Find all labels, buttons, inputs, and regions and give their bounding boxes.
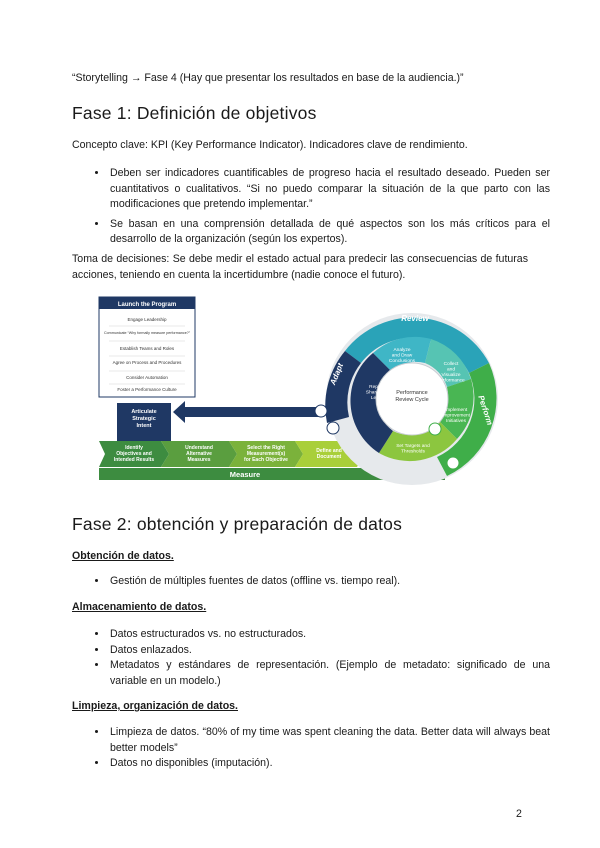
limpieza-bullet-list xyxy=(86,725,550,776)
limpieza-subheading: Limpieza, organización de datos. xyxy=(72,700,238,712)
obtencion-subheading: Obtención de datos. xyxy=(72,550,174,562)
limpieza-bullet: • Datos no disponibles (imputación). xyxy=(108,756,550,772)
return-arrow xyxy=(173,401,319,423)
fase1-bullet: • Se basan en una comprensión detallada de qué aspectos son los más críticos para el desarrollo de la organización (según los expertos). xyxy=(108,217,550,248)
almacenamiento-bullet: • Metadatos y estándares de representación. (Ejemplo de metadato: significado de una variable en un modelo.) xyxy=(108,658,550,689)
almacenamiento-bullet: • Datos enlazados. xyxy=(108,643,550,659)
articulate-label: Articulate Strategic Intent xyxy=(131,409,157,429)
perform-label: Perform xyxy=(476,394,495,427)
obtencion-bullet: • Gestión de múltiples fuentes de datos (offline vs. tiempo real). xyxy=(108,574,550,590)
performance-cycle-diagram xyxy=(95,293,505,485)
obtencion-bullet-list xyxy=(86,574,550,594)
adapt-label: Adapt xyxy=(328,361,346,387)
launch-item: Establish Teams and Roles xyxy=(119,346,175,351)
fase1-bullet: • Deben ser indicadores cuantificables de progreso hacia el resultado deseado. Pueden ser cuantitativos o cualitativos. “Si no puedo comparar la situación de la que parto con las modificaciones que pretendo implementar.” xyxy=(108,166,550,213)
cycle-center-label: Performance Review Cycle xyxy=(395,390,429,403)
page-number: 2 xyxy=(516,807,522,820)
fase1-bullet-list xyxy=(86,166,550,252)
launch-item: Agree on Process and Procedures xyxy=(112,360,182,365)
launch-item: Foster a Performance Culture xyxy=(117,387,177,392)
cycle-step-label: Set Targets and Thresholds xyxy=(396,444,430,455)
cycle-step-label: Report, Share and Learn xyxy=(365,385,389,401)
almacenamiento-subheading: Almacenamiento de datos. xyxy=(72,601,207,613)
almacenamiento-bullet-list xyxy=(86,627,550,693)
measure-step-label: Define and Document xyxy=(316,448,342,460)
check-icon xyxy=(447,457,459,469)
launch-item: Consider Automation xyxy=(126,375,168,380)
measure-step-label: Understand Alternative Measures xyxy=(185,445,213,463)
check-icon xyxy=(429,423,441,435)
fase1-heading: Fase 1: Definición de objetivos xyxy=(72,103,317,123)
measure-step-label: Select the Right Measurement(s) for Each Objective xyxy=(244,445,288,463)
cycle-step-label: Analyze and Draw Conclusions xyxy=(388,348,416,364)
fase2-heading: Fase 2: obtención y preparación de datos xyxy=(72,514,403,534)
review-label: Review xyxy=(401,314,429,323)
cycle-step-label: Collect and Visualize Performance xyxy=(437,362,465,384)
kpi-concept: Concepto clave: KPI (Key Performance Indicator). Indicadores clave de rendimiento. xyxy=(72,139,468,151)
launch-item: Communicate “Why formally measure performance?” xyxy=(104,330,191,335)
measure-step-label: Identify Objectives and Intended Results xyxy=(113,445,155,463)
decisions-paragraph: Toma de decisiones: Se debe medir el estado actual para predecir las consecuencias de futuras acciones, teniendo en cuenta la incertidumbre (nadie conoce el futuro). xyxy=(72,253,528,281)
storytelling-quote: “Storytelling → Fase 4 (Hay que presentar los resultados en base de la audiencia.)” xyxy=(72,72,464,84)
check-icon xyxy=(315,405,327,417)
launch-item: Engage Leadership xyxy=(127,317,167,322)
launch-title: Launch the Program xyxy=(117,302,177,308)
almacenamiento-bullet: • Datos estructurados vs. no estructurados. xyxy=(108,627,550,643)
cycle-step-label: Implement Improvement Initiatives xyxy=(442,408,470,424)
measure-label: Measure xyxy=(229,470,261,479)
limpieza-bullet: • Limpieza de datos. “80% of my time was spent cleaning the data. Better data will always beat better models” xyxy=(108,725,550,756)
check-icon xyxy=(327,422,339,434)
